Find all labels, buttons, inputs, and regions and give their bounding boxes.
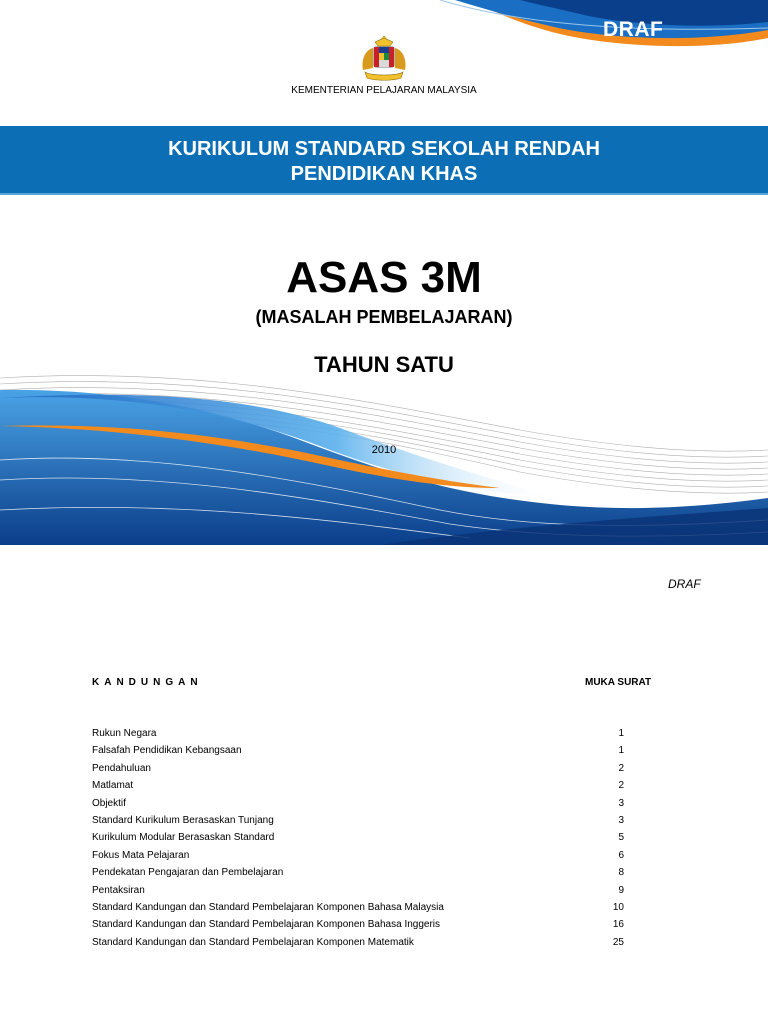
toc-item-title: Standard Kurikulum Berasaskan Tunjang	[92, 814, 274, 826]
page-number-heading: MUKA SURAT	[585, 677, 652, 688]
toc-item-page: 8	[618, 867, 624, 879]
coat-of-arms-logo	[357, 36, 411, 82]
toc-item-title: Standard Kandungan dan Standard Pembelajaran Komponen Matematik	[92, 936, 414, 948]
toc-item-title: Pentaksiran	[92, 884, 145, 896]
toc-item-page: 3	[618, 814, 624, 826]
toc-item-title: Rukun Negara	[92, 728, 157, 739]
table-of-contents	[92, 728, 632, 954]
toc-item-page: 5	[618, 832, 624, 844]
toc-item-page: 2	[618, 762, 624, 774]
toc-item-page: 3	[618, 797, 624, 809]
toc-item[interactable]	[92, 763, 632, 780]
document-title: ASAS 3M	[286, 253, 482, 302]
toc-item[interactable]	[92, 728, 632, 745]
toc-item[interactable]	[92, 867, 632, 884]
toc-item[interactable]	[92, 798, 632, 815]
year-level: TAHUN SATU	[314, 352, 454, 377]
banner-title-line2: PENDIDIKAN KHAS	[290, 163, 478, 185]
curriculum-banner	[0, 126, 768, 195]
toc-item[interactable]	[92, 780, 632, 797]
toc-item-title: Fokus Mata Pelajaran	[92, 849, 190, 861]
toc-item-title: Kurikulum Modular Berasaskan Standard	[92, 832, 275, 844]
draft-badge: DRAF	[603, 18, 664, 41]
publication-year: 2010	[371, 444, 397, 456]
toc-item-title: Pendekatan Pengajaran dan Pembelajaran	[92, 867, 284, 879]
document-subtitle: (MASALAH PEMBELAJARAN)	[255, 307, 513, 327]
draft-label: DRAF	[668, 577, 701, 591]
decorative-waves-graphic	[0, 370, 768, 545]
toc-item[interactable]	[92, 937, 632, 954]
toc-item-page: 2	[618, 780, 624, 792]
toc-item-page: 10	[612, 901, 624, 913]
toc-item[interactable]	[92, 919, 632, 936]
toc-item[interactable]	[92, 745, 632, 762]
toc-item-page: 6	[618, 849, 624, 861]
toc-item[interactable]	[92, 885, 632, 902]
toc-item-title: Pendahuluan	[92, 762, 151, 774]
toc-item-page: 9	[618, 884, 624, 896]
toc-item-page: 1	[618, 728, 624, 739]
toc-item[interactable]	[92, 832, 632, 849]
contents-heading: KANDUNGAN	[92, 677, 203, 688]
toc-item-title: Objektif	[92, 797, 126, 809]
toc-item-page: 25	[612, 936, 624, 948]
toc-item-title: Falsafah Pendidikan Kebangsaan	[92, 745, 242, 757]
toc-item[interactable]	[92, 815, 632, 832]
toc-item-title: Matlamat	[92, 780, 134, 792]
toc-item-title: Standard Kandungan dan Standard Pembelajaran Komponen Bahasa Malaysia	[92, 901, 444, 913]
toc-item-page: 1	[618, 745, 624, 757]
toc-item[interactable]	[92, 902, 632, 919]
toc-item[interactable]	[92, 850, 632, 867]
ministry-name: KEMENTERIAN PELAJARAN MALAYSIA	[291, 85, 477, 96]
toc-item-page: 16	[612, 919, 624, 931]
banner-title-line1: KURIKULUM STANDARD SEKOLAH RENDAH	[168, 138, 600, 160]
toc-item-title: Standard Kandungan dan Standard Pembelajaran Komponen Bahasa Inggeris	[92, 919, 441, 931]
